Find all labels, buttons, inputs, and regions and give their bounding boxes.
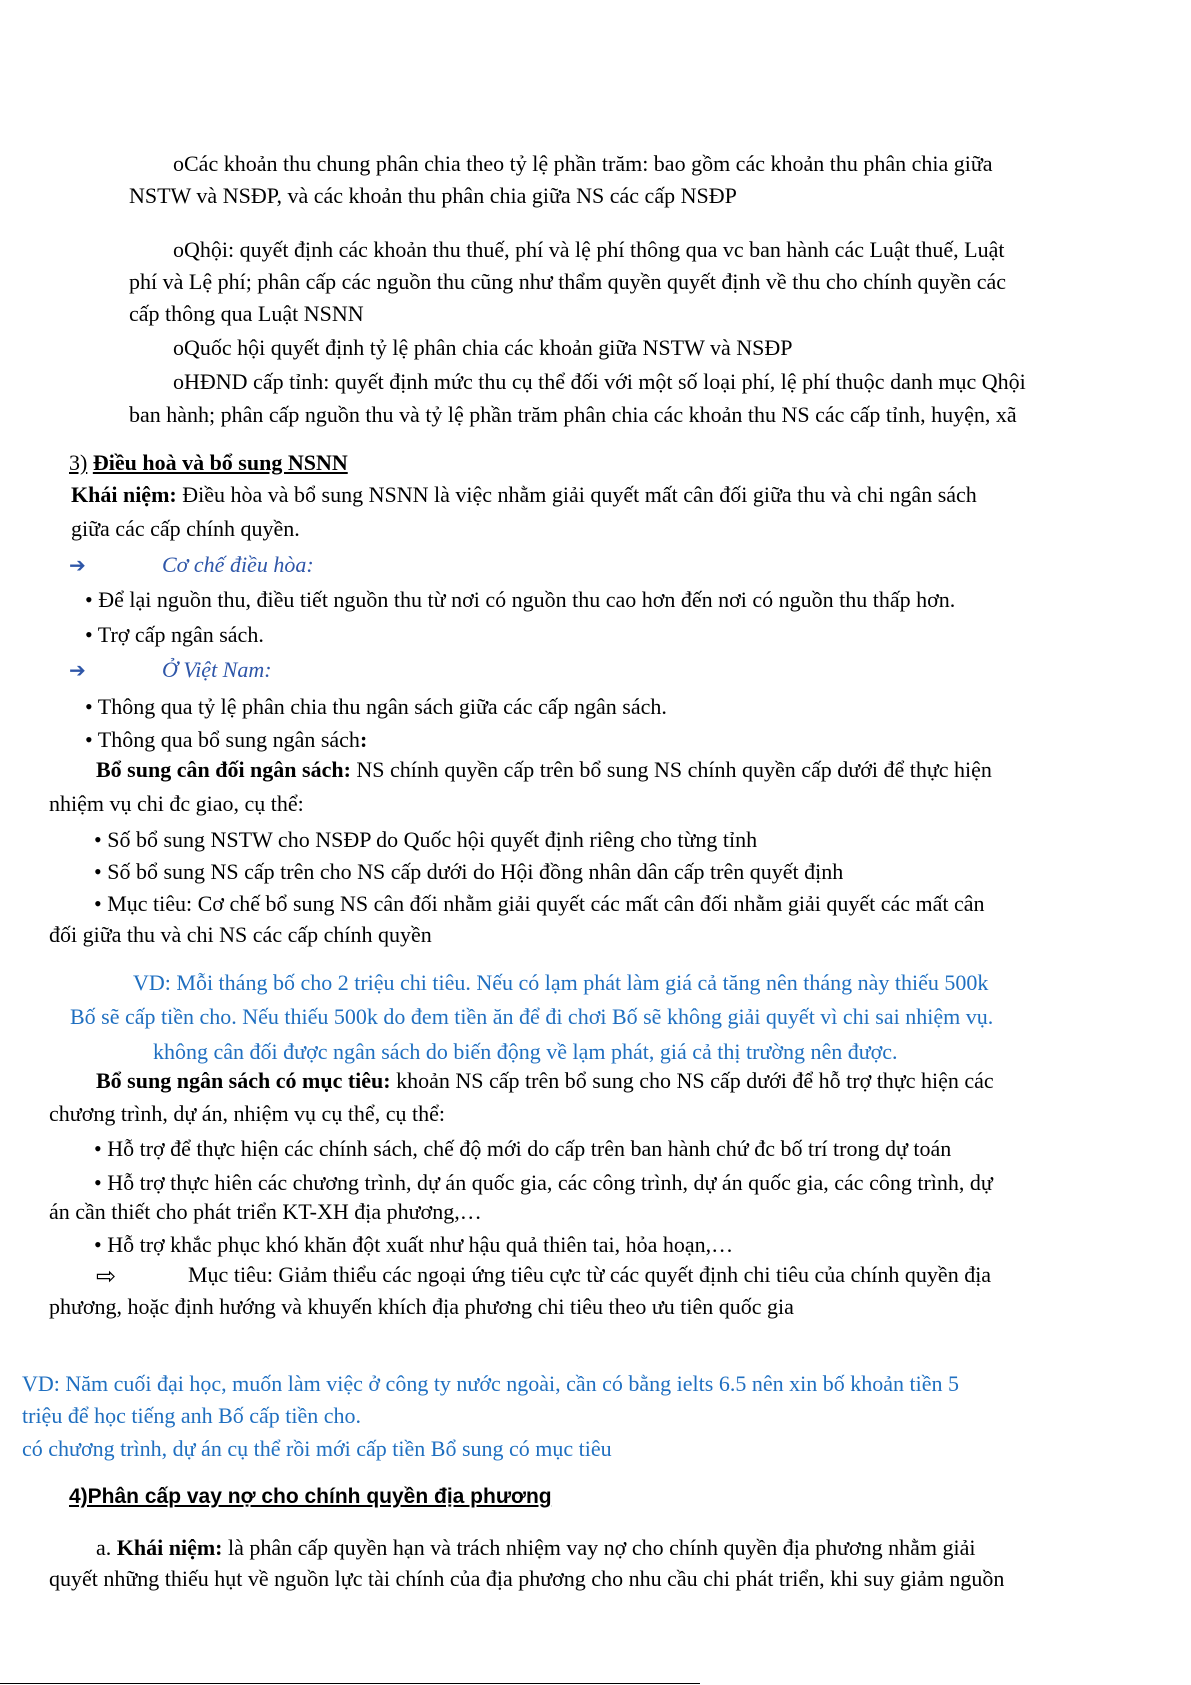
text-line: oHĐND cấp tỉnh: quyết định mức thu cụ thể đối với một số loại phí, lệ phí thuộc danh mục Qhội [173,369,1026,394]
section-heading: 4)Phân cấp vay nợ cho chính quyền địa phương [69,1485,552,1508]
example-line: Bố sẽ cấp tiền cho. Nếu thiếu 500k do đem tiền ăn để đi chơi Bố sẽ không giải quyết vì chi sai nhiệm vụ. [70,1004,994,1029]
targeted-text: khoản NS cấp trên bổ sung cho NS cấp dưới để hỗ trợ thực hiện các [390,1068,994,1093]
text-line: ban hành; phân cấp nguồn thu và tỷ lệ phần trăm phân chia các khoản thu NS các cấp tỉnh, huyện, xã [129,402,1017,427]
list-item: • Số bổ sung NS cấp trên cho NS cấp dưới do Hội đồng nhân dân cấp trên quyết định [94,859,844,884]
arrow-right-icon: ➔ [69,658,86,682]
targeted-line [96,1067,994,1095]
targeted-label: Bổ sung ngân sách có mục tiêu: [96,1068,391,1093]
list-item-text: • Thông qua bổ sung ngân sách [85,727,360,752]
text-line: án cần thiết cho phát triển KT-XH địa phương,… [49,1199,482,1224]
concept-text: là phân cấp quyền hạn và trách nhiệm vay nợ cho chính quyền địa phương nhằm giải [222,1535,976,1560]
balance-label: Bổ sung cân đối ngân sách: [96,757,351,782]
example-line: VD: Năm cuối đại học, muốn làm việc ở công ty nước ngoài, cần có bằng ielts 6.5 nên xin bố khoản tiền 5 [22,1371,959,1396]
text-line: đối giữa thu và chi NS các cấp chính quyền [49,922,432,947]
list-item: • Để lại nguồn thu, điều tiết nguồn thu từ nơi có nguồn thu cao hơn đến nơi có nguồn thu thấp hơn. [85,587,956,612]
mechanism-title: Cơ chế điều hòa: [162,552,314,577]
text-line: quyết những thiếu hụt về nguồn lực tài chính của địa phương cho nhu cầu chi phát triển, khi suy giảm nguồn [49,1566,1005,1591]
list-item: • Thông qua tỷ lệ phân chia thu ngân sách giữa các cấp ngân sách. [85,694,667,719]
text-line: giữa các cấp chính quyền. [71,516,300,541]
list-item: • Số bổ sung NSTW cho NSĐP do Quốc hội quyết định riêng cho từng tỉnh [94,827,758,852]
concept-line [71,481,977,509]
text-line: chương trình, dự án, nhiệm vụ cụ thể, cụ thể: [49,1101,445,1126]
text-line: phương, hoặc định hướng và khuyến khích địa phương chi tiêu theo ưu tiên quốc gia [49,1294,794,1319]
list-item: • Mục tiêu: Cơ chế bổ sung NS cân đối nhằm giải quyết các mất cân đối nhằm giải quyết các mất cân [94,891,985,916]
text-line: cấp thông qua Luật NSNN [129,301,364,326]
example-line: không cân đối được ngân sách do biến động về lạm phát, giá cả thị trường nên được. [153,1039,898,1064]
text-line: phí và Lệ phí; phân cấp các nguồn thu cũng như thẩm quyền quyết định về thu cho chính quyền các [129,269,1007,294]
arrow-right-icon: ➔ [69,553,86,577]
text-line: Mục tiêu: Giảm thiểu các ngoại ứng tiêu cực từ các quyết định chi tiêu của chính quyền địa [188,1262,992,1287]
concept-line [96,1534,976,1562]
list-item: • Hỗ trợ thực hiên các chương trình, dự án quốc gia, các công trình, dự án quốc gia, các công trình, dự [94,1170,993,1195]
list-item: • Hỗ trợ để thực hiện các chính sách, chế độ mới do cấp trên ban hành chứ đc bố trí trong dự toán [94,1136,952,1161]
list-item [85,726,367,754]
text-line: oCác khoản thu chung phân chia theo tỷ lệ phần trăm: bao gồm các khoản thu phân chia giữa [173,151,993,176]
list-item-colon: : [359,727,368,752]
item-letter: a. [96,1535,112,1560]
text-line: nhiệm vụ chi đc giao, cụ thể: [49,791,304,816]
vietnam-title: Ở Việt Nam: [162,657,272,682]
example-line: VD: Mỗi tháng bố cho 2 triệu chi tiêu. Nếu có lạm phát làm giá cả tăng nên tháng này thiếu 500k [133,970,989,995]
concept-label: Khái niệm: [71,482,177,507]
list-item: • Hỗ trợ khắc phục khó khăn đột xuất như hậu quả thiên tai, hỏa hoạn,… [94,1232,734,1257]
example-line: triệu để học tiếng anh Bố cấp tiền cho. [22,1403,362,1428]
balance-line [96,756,992,784]
list-item: • Trợ cấp ngân sách. [85,622,264,647]
hollow-arrow-icon: ⇨ [96,1262,117,1290]
text-line: oQhội: quyết định các khoản thu thuế, phí và lệ phí thông qua vc ban hành các Luật thuế, Luật [173,237,1005,262]
text-line: oQuốc hội quyết định tỷ lệ phân chia các khoản giữa NSTW và NSĐP [173,335,793,360]
concept-label: Khái niệm: [116,1535,223,1560]
section-heading [69,449,348,477]
section-title: Điều hoà và bổ sung NSNN [92,450,348,475]
concept-text: Điều hòa và bổ sung NSNN là việc nhằm giải quyết mất cân đối giữa thu và chi ngân sách [176,482,977,507]
page-divider [0,1683,700,1684]
example-line: có chương trình, dự án cụ thể rồi mới cấp tiền Bổ sung có mục tiêu [22,1436,612,1461]
section-number: 3) [69,450,88,475]
text-line: NSTW và NSĐP, và các khoản thu phân chia giữa NS các cấp NSĐP [129,183,737,208]
balance-text: NS chính quyền cấp trên bổ sung NS chính quyền cấp dưới để thực hiện [350,757,992,782]
